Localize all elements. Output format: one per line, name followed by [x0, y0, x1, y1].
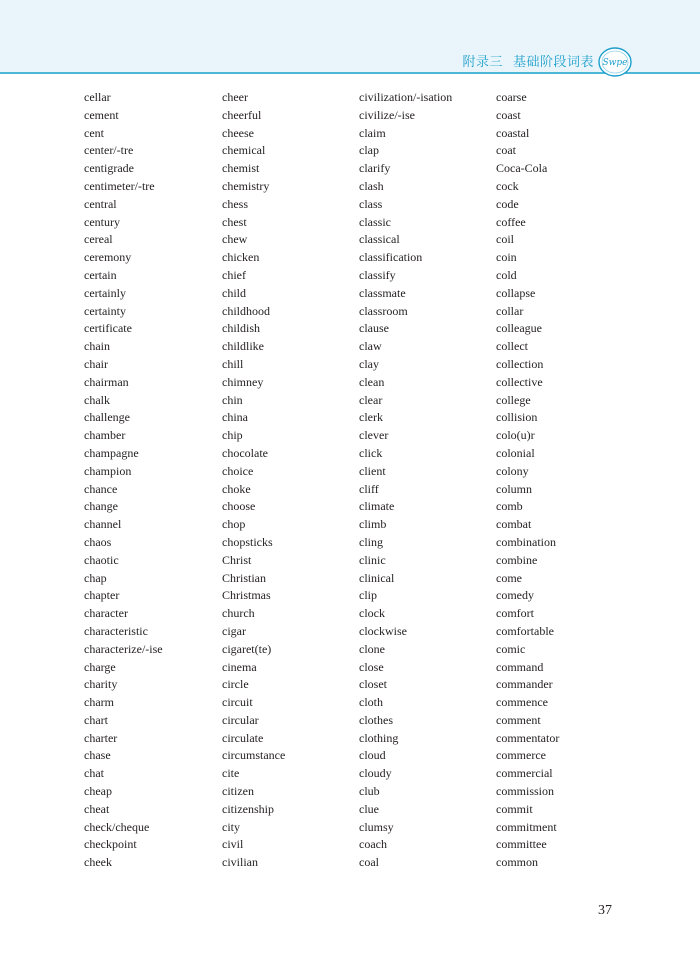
word-entry: classification — [359, 250, 423, 265]
word-entry: club — [359, 784, 380, 799]
word-entry: child — [222, 285, 246, 300]
word-entry: comic — [496, 641, 526, 656]
word-entry: charity — [84, 677, 118, 692]
word-entry: civilize/-ise — [359, 107, 415, 122]
word-entry: charge — [84, 659, 116, 674]
page-number: 37 — [598, 903, 612, 918]
word-entry: colony — [496, 463, 529, 478]
word-entry: Christian — [222, 570, 266, 585]
word-entry: collective — [496, 374, 543, 389]
word-column-2 — [222, 89, 285, 872]
word-entry: chaotic — [84, 552, 119, 567]
word-entry: Christ — [222, 552, 252, 567]
swpe-logo — [597, 46, 633, 78]
word-entry: choice — [222, 463, 254, 478]
word-entry: clear — [359, 392, 383, 407]
word-entry: channel — [84, 517, 122, 532]
word-entry: charm — [84, 695, 114, 710]
word-entry: coast — [496, 107, 521, 122]
word-entry: collar — [496, 303, 524, 318]
word-entry: cold — [496, 267, 517, 282]
word-entry: coat — [496, 143, 516, 158]
word-entry: circular — [222, 712, 259, 727]
word-entry: chat — [84, 766, 104, 781]
word-entry: comedy — [496, 588, 534, 603]
word-entry: clock — [359, 606, 385, 621]
word-entry: circulate — [222, 730, 264, 745]
word-entry: clause — [359, 321, 389, 336]
word-entry: circuit — [222, 695, 253, 710]
word-entry: commission — [496, 784, 555, 799]
word-entry: commander — [496, 677, 553, 692]
logo-text: Swpe — [602, 58, 628, 68]
word-entry: classmate — [359, 285, 406, 300]
word-entry: central — [84, 196, 117, 211]
word-entry: chamber — [84, 428, 126, 443]
word-entry: champagne — [84, 445, 139, 460]
word-entry: certainly — [84, 285, 126, 300]
word-entry: charter — [84, 730, 118, 745]
word-entry: clean — [359, 374, 385, 389]
word-entry: chance — [84, 481, 118, 496]
word-entry: centigrade — [84, 161, 134, 176]
word-entry: champion — [84, 463, 132, 478]
word-entry: civilian — [222, 855, 258, 870]
word-entry: checkpoint — [84, 837, 137, 852]
word-entry: city — [222, 819, 240, 834]
word-entry: chopsticks — [222, 534, 273, 549]
word-entry: cheese — [222, 125, 254, 140]
word-entry: class — [359, 196, 383, 211]
word-entry: collapse — [496, 285, 536, 300]
appendix-title: 基础阶段词表 — [512, 55, 594, 70]
word-entry: coal — [359, 855, 379, 870]
word-entry: clay — [359, 356, 379, 371]
word-entry: childish — [222, 321, 260, 336]
word-entry: commercial — [496, 766, 553, 781]
word-entry: chap — [84, 570, 107, 585]
word-entry: commit — [496, 801, 533, 816]
word-entry: change — [84, 499, 118, 514]
word-entry: clinic — [359, 552, 386, 567]
word-entry: coach — [359, 837, 387, 852]
word-entry: cereal — [84, 232, 113, 247]
word-entry: coarse — [496, 90, 527, 104]
word-entry: coastal — [496, 125, 530, 140]
word-entry: century — [84, 214, 120, 229]
word-entry: choke — [222, 481, 251, 496]
word-entry: colonial — [496, 445, 535, 460]
word-entry: childhood — [222, 303, 270, 318]
word-entry: command — [496, 659, 544, 674]
word-entry: clothing — [359, 730, 399, 745]
word-entry: characterize/-ise — [84, 641, 163, 656]
word-entry: clap — [359, 143, 379, 158]
word-entry: certain — [84, 267, 117, 282]
word-entry: committee — [496, 837, 547, 852]
word-entry: chief — [222, 267, 246, 282]
word-entry: chase — [84, 748, 111, 763]
word-entry: close — [359, 659, 384, 674]
word-entry: civil — [222, 837, 244, 852]
word-entry: chairman — [84, 374, 129, 389]
word-entry: Coca-Cola — [496, 161, 548, 176]
word-entry: chemistry — [222, 178, 270, 193]
word-entry: chew — [222, 232, 248, 247]
word-entry: clumsy — [359, 819, 394, 834]
word-entry: clothes — [359, 712, 393, 727]
word-entry: combine — [496, 552, 538, 567]
word-entry: colo(u)r — [496, 428, 535, 443]
word-entry: cliff — [359, 481, 379, 496]
word-entry: childlike — [222, 339, 264, 354]
word-entry: chocolate — [222, 445, 268, 460]
word-entry: clerk — [359, 410, 383, 425]
word-entry: combat — [496, 517, 532, 532]
word-entry: clue — [359, 801, 379, 816]
word-entry: comb — [496, 499, 523, 514]
word-entry: climate — [359, 499, 395, 514]
word-entry: cigar — [222, 623, 246, 638]
word-entry: coil — [496, 232, 514, 247]
word-entry: center/-tre — [84, 143, 134, 158]
word-entry: clockwise — [359, 623, 407, 638]
word-entry: centimeter/-tre — [84, 178, 155, 193]
word-entry: column — [496, 481, 532, 496]
word-entry: clone — [359, 641, 385, 656]
word-entry: commitment — [496, 819, 557, 834]
word-entry: college — [496, 392, 531, 407]
word-column-4 — [496, 89, 559, 872]
word-entry: cite — [222, 766, 240, 781]
word-entry: commerce — [496, 748, 546, 763]
word-entry: check/cheque — [84, 819, 150, 834]
word-entry: chemical — [222, 143, 266, 158]
word-entry: claim — [359, 125, 386, 140]
word-entry: chart — [84, 712, 108, 727]
header-rule — [0, 72, 700, 74]
word-column-1 — [84, 89, 163, 872]
word-entry: chapter — [84, 588, 120, 603]
word-entry: client — [359, 463, 386, 478]
word-entry: classic — [359, 214, 391, 229]
word-entry: cheerful — [222, 107, 262, 122]
word-entry: character — [84, 606, 128, 621]
word-entry: cheer — [222, 90, 248, 104]
word-entry: click — [359, 445, 383, 460]
word-entry: cock — [496, 178, 519, 193]
word-entry: chip — [222, 428, 243, 443]
word-entry: clash — [359, 178, 384, 193]
word-entry: circle — [222, 677, 249, 692]
word-entry: clarify — [359, 161, 391, 176]
word-entry: cigaret(te) — [222, 641, 272, 656]
word-entry: civilization/-isation — [359, 90, 453, 104]
word-entry: collect — [496, 339, 528, 354]
word-entry: clip — [359, 588, 377, 603]
word-entry: chess — [222, 196, 248, 211]
word-entry: chimney — [222, 374, 264, 389]
word-entry: cloudy — [359, 766, 392, 781]
word-entry: clinical — [359, 570, 395, 585]
word-entry: cling — [359, 534, 383, 549]
word-entry: classical — [359, 232, 400, 247]
word-entry: china — [222, 410, 248, 425]
running-header — [462, 51, 594, 70]
word-entry: challenge — [84, 410, 130, 425]
word-entry: cent — [84, 125, 104, 140]
word-entry: climb — [359, 517, 387, 532]
word-entry: cement — [84, 107, 119, 122]
word-entry: come — [496, 570, 522, 585]
vocabulary-list — [0, 89, 700, 889]
appendix-label: 附录三 — [462, 55, 503, 70]
word-entry: commence — [496, 695, 548, 710]
word-entry: cheat — [84, 801, 110, 816]
word-entry: cheek — [84, 855, 112, 870]
word-entry: chin — [222, 392, 243, 407]
word-entry: clever — [359, 428, 389, 443]
word-entry: comfort — [496, 606, 534, 621]
word-entry: Christmas — [222, 588, 271, 603]
word-entry: classroom — [359, 303, 408, 318]
word-entry: cloud — [359, 748, 386, 763]
word-entry: coffee — [496, 214, 526, 229]
word-entry: circumstance — [222, 748, 286, 763]
word-entry: characteristic — [84, 623, 148, 638]
word-entry: commentator — [496, 730, 560, 745]
word-entry: chill — [222, 356, 244, 371]
word-entry: ceremony — [84, 250, 132, 265]
word-entry: chain — [84, 339, 110, 354]
word-entry: comfortable — [496, 623, 554, 638]
word-entry: chemist — [222, 161, 260, 176]
word-entry: chop — [222, 517, 246, 532]
word-entry: cinema — [222, 659, 257, 674]
word-entry: chair — [84, 356, 108, 371]
word-entry: citizenship — [222, 801, 274, 816]
word-entry: collision — [496, 410, 538, 425]
word-entry: citizen — [222, 784, 254, 799]
word-entry: chest — [222, 214, 247, 229]
word-entry: claw — [359, 339, 382, 354]
word-entry: coin — [496, 250, 517, 265]
word-entry: classify — [359, 267, 396, 282]
word-entry: comment — [496, 712, 541, 727]
word-entry: code — [496, 196, 519, 211]
word-entry: colleague — [496, 321, 542, 336]
word-entry: certainty — [84, 303, 126, 318]
word-entry: cellar — [84, 90, 111, 104]
word-entry: chicken — [222, 250, 260, 265]
word-entry: collection — [496, 356, 544, 371]
word-entry: choose — [222, 499, 256, 514]
word-entry: chaos — [84, 534, 112, 549]
word-entry: combination — [496, 534, 556, 549]
word-entry: common — [496, 855, 538, 870]
word-entry: certificate — [84, 321, 132, 336]
word-entry: church — [222, 606, 255, 621]
word-entry: cheap — [84, 784, 112, 799]
word-column-3 — [359, 89, 452, 872]
word-entry: closet — [359, 677, 387, 692]
word-entry: chalk — [84, 392, 110, 407]
header-band — [0, 0, 700, 72]
word-entry: cloth — [359, 695, 383, 710]
